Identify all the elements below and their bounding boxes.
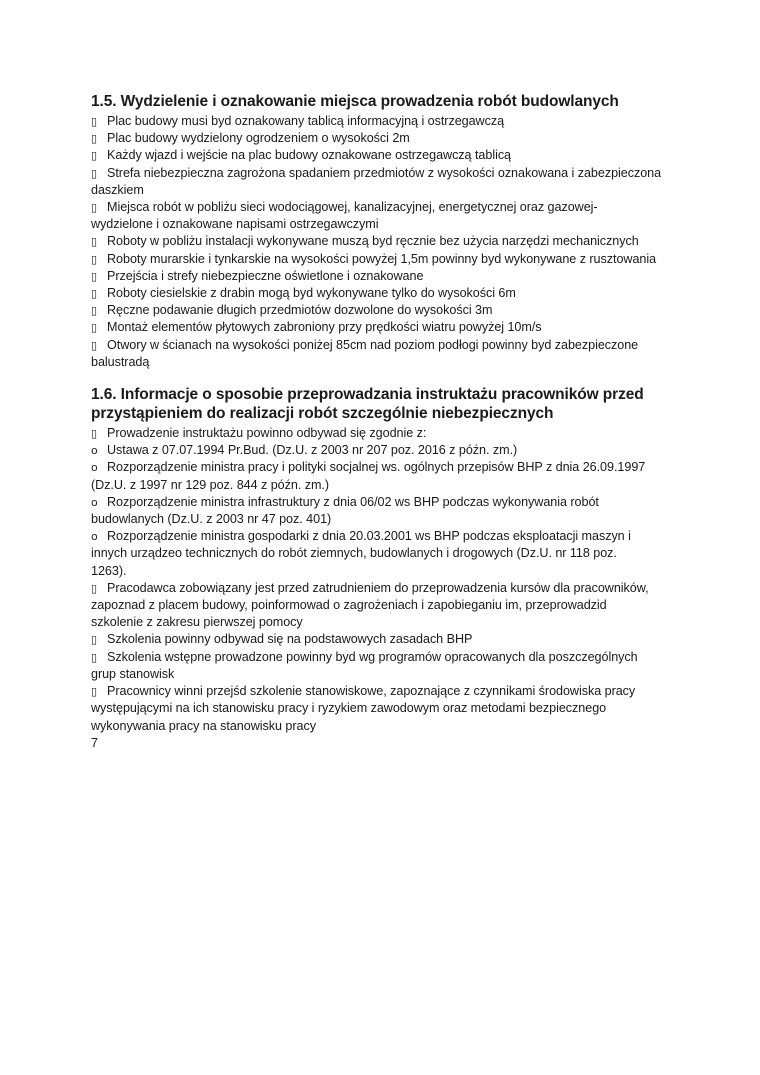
list-item-text: Ustawa z 07.07.1994 Pr.Bud. (Dz.U. z 2003 nr 207 poz. 2016 z późn. zm.): [107, 443, 518, 458]
missing-glyph-bullet-icon: ▯: [91, 338, 98, 352]
section-1-5-heading: 1.5. Wydzielenie i oznakowanie miejsca prowadzenia robót budowlanych: [91, 93, 619, 110]
list-item-text: 1263).: [91, 563, 127, 578]
missing-glyph-bullet-icon: ▯: [91, 581, 98, 595]
section-1-6-list: [91, 425, 681, 735]
list-item-text: innych urządzeo technicznych do robót ziemnych, budowlanych i drogowych (Dz.U. nr 118 poz.: [91, 546, 617, 561]
list-item: [91, 251, 681, 268]
list-item: [91, 700, 681, 717]
list-item: [91, 614, 681, 631]
list-item-text: budowlanych (Dz.U. z 2003 nr 47 poz. 401): [91, 512, 332, 527]
missing-glyph-bullet-icon: ▯: [91, 132, 98, 146]
list-item-text: Strefa niebezpieczna zagrożona spadaniem przedmiotów z wysokości oznakowana i zabezpieczona: [107, 165, 662, 180]
missing-glyph-bullet-icon: ▯: [91, 321, 98, 335]
list-item-text: grup stanowisk: [91, 666, 175, 681]
missing-glyph-bullet-icon: ▯: [91, 427, 98, 441]
list-item: [91, 285, 681, 302]
list-item: [91, 683, 681, 700]
list-item: [91, 130, 681, 147]
list-item: [91, 302, 681, 319]
list-item-text: Montaż elementów płytowych zabroniony przy prędkości wiatru powyżej 10m/s: [107, 320, 542, 335]
list-item-text: Plac budowy musi byd oznakowany tablicą informacyjną i ostrzegawczą: [107, 114, 505, 128]
list-item-text: zapoznad z placem budowy, poinformowad o zagrożeniach i zapobieganiu im, przeprowadzid: [91, 598, 607, 613]
list-item: [91, 563, 681, 580]
list-item-text: Pracodawca zobowiązany jest przed zatrudnieniem do przeprowadzenia kursów dla pracowników,: [107, 580, 649, 595]
missing-glyph-bullet-icon: ▯: [91, 269, 98, 283]
missing-glyph-bullet-icon: ▯: [91, 149, 98, 163]
list-item-text: Plac budowy wydzielony ogrodzeniem o wysokości 2m: [107, 131, 410, 146]
missing-glyph-bullet-icon: ▯: [91, 650, 98, 664]
list-item-text: Roboty ciesielskie z drabin mogą byd wykonywane tylko do wysokości 6m: [107, 286, 516, 301]
list-item: [91, 182, 681, 199]
missing-glyph-bullet-icon: ▯: [91, 287, 98, 301]
list-item-text: występującymi na ich stanowisku pracy i ryzykiem zawodowym oraz metodami bezpiecznego: [91, 701, 607, 716]
list-item: [91, 666, 681, 683]
list-item-text: Przejścia i strefy niebezpieczne oświetlone i oznakowane: [107, 268, 424, 283]
list-item: [91, 528, 681, 545]
list-item-text: Szkolenia wstępne prowadzone powinny byd wg programów opracowanych dla poszczególnych: [107, 649, 638, 664]
list-item: [91, 597, 681, 614]
list-item-text: (Dz.U. z 1997 nr 129 poz. 844 z późn. zm.): [91, 477, 329, 492]
list-item-text: Prowadzenie instruktażu powinno odbywad się zgodnie z:: [107, 426, 427, 441]
list-item: [91, 354, 681, 371]
missing-glyph-bullet-icon: ▯: [91, 633, 98, 647]
section-1-6-heading-line2: przystąpieniem do realizacji robót szczególnie niebezpiecznych: [91, 405, 554, 423]
list-item: [91, 319, 681, 336]
list-item-text: wykonywania pracy na stanowisku pracy: [91, 718, 316, 733]
page-content: [91, 92, 681, 752]
list-item: [91, 718, 681, 735]
list-item-text: Każdy wjazd i wejście na plac budowy oznakowane ostrzegawczą tablicą: [107, 148, 512, 163]
circle-bullet-icon: o: [91, 444, 98, 458]
list-item: [91, 425, 681, 442]
circle-bullet-icon: o: [91, 461, 98, 475]
list-item-text: balustradą: [91, 354, 150, 369]
list-item-text: Szkolenia powinny odbywad się na podstawowych zasadach BHP: [107, 632, 473, 647]
list-item-text: Ręczne podawanie długich przedmiotów dozwolone do wysokości 3m: [107, 303, 493, 318]
list-item: [91, 649, 681, 666]
section-1-6-heading-line1: 1.6. Informacje o sposobie przeprowadzania instruktażu pracowników przed: [91, 386, 644, 404]
list-item: [91, 199, 681, 216]
list-item-text: szkolenie z zakresu pierwszej pomocy: [91, 615, 303, 630]
list-item: [91, 494, 681, 511]
list-item: [91, 442, 681, 459]
list-item-text: Rozporządzenie ministra infrastruktury z dnia 06/02 ws BHP podczas wykonywania robót: [107, 494, 599, 509]
list-item-text: Rozporządzenie ministra pracy i polityki socjalnej ws. ogólnych przepisów BHP z dnia 26.09.1997: [107, 460, 646, 475]
list-item-text: Roboty w pobliżu instalacji wykonywane muszą byd ręcznie bez użycia narzędzi mechanicznych: [107, 234, 639, 249]
missing-glyph-bullet-icon: ▯: [91, 685, 98, 699]
list-item-text: Miejsca robót w pobliżu sieci wodociągowej, kanalizacyjnej, energetycznej oraz gazowej-: [107, 200, 598, 215]
section-1-5-list: [91, 113, 681, 371]
list-item: [91, 268, 681, 285]
list-item-text: wydzielone i oznakowane napisami ostrzegawczymi: [91, 217, 379, 232]
list-item: [91, 545, 681, 562]
missing-glyph-bullet-icon: ▯: [91, 252, 98, 266]
list-item: [91, 337, 681, 354]
page-number: 7: [91, 735, 99, 750]
missing-glyph-bullet-icon: ▯: [91, 166, 98, 180]
missing-glyph-bullet-icon: ▯: [91, 235, 98, 249]
list-item-text: Otwory w ścianach na wysokości poniżej 85cm nad poziom podłogi powinny byd zabezpieczone: [107, 337, 639, 352]
list-item: [91, 511, 681, 528]
missing-glyph-bullet-icon: ▯: [91, 304, 98, 318]
missing-glyph-bullet-icon: ▯: [91, 115, 98, 128]
section-1-6-heading: [91, 385, 681, 423]
list-item: [91, 233, 681, 250]
list-item: [91, 631, 681, 648]
list-item-text: daszkiem: [91, 182, 144, 197]
list-item-text: Rozporządzenie ministra gospodarki z dnia 20.03.2001 ws BHP podczas eksploatacji maszyn i: [107, 529, 631, 544]
missing-glyph-bullet-icon: ▯: [91, 201, 98, 215]
list-item: [91, 459, 681, 476]
list-item: [91, 580, 681, 597]
list-item: [91, 165, 681, 182]
circle-bullet-icon: o: [91, 530, 98, 544]
circle-bullet-icon: o: [91, 495, 98, 509]
list-item: [91, 147, 681, 164]
list-item: [91, 216, 681, 233]
list-item: [91, 113, 681, 130]
list-item-text: Pracownicy winni przejśd szkolenie stanowiskowe, zapoznające z czynnikami środowiska pracy: [107, 684, 636, 699]
list-item-text: Roboty murarskie i tynkarskie na wysokości powyżej 1,5m powinny byd wykonywane z rusztowania: [107, 251, 657, 266]
list-item: [91, 477, 681, 494]
